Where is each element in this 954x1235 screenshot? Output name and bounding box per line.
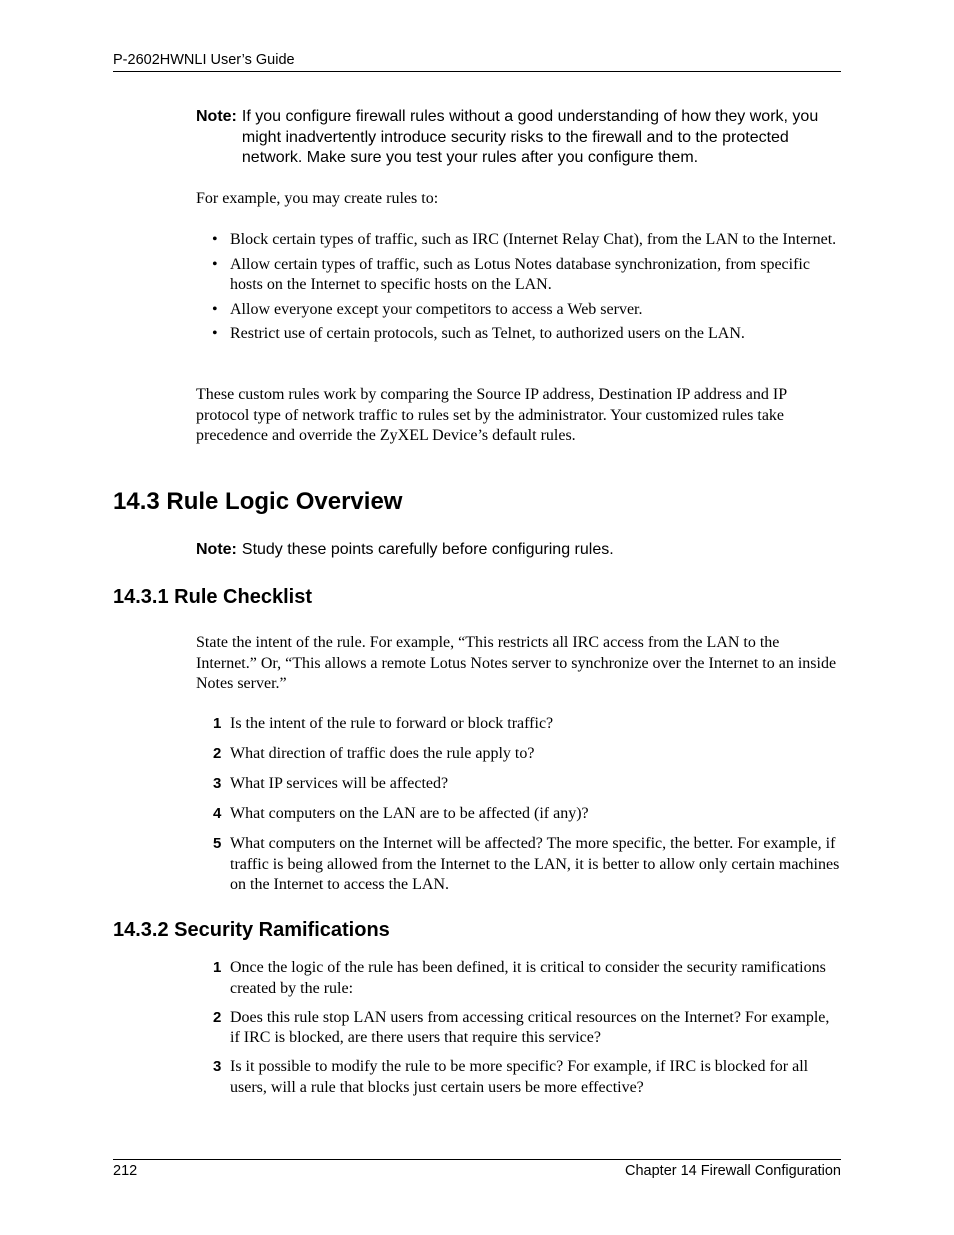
bullet-icon: •: [212, 231, 218, 248]
bullet-icon: •: [212, 255, 218, 273]
step-number: 2: [213, 745, 222, 762]
list-item: 2 Does this rule stop LAN users from accessing critical resources on the Internet? For example, if IRC is blocked, are there users that require this service?: [213, 1008, 830, 1046]
list-item: 4 What computers on the LAN are to be affected (if any)?: [213, 804, 841, 825]
note-firewall-warning: [196, 107, 841, 169]
running-header-title: P-2602HWNLI User’s Guide: [113, 52, 295, 68]
step-number: 2: [213, 1008, 222, 1026]
intro-paragraph: For example, you may create rules to:: [196, 190, 439, 207]
list-item: 1 Is the intent of the rule to forward or block traffic?: [213, 714, 841, 735]
list-item: • Allow everyone except your competitors to access a Web server.: [212, 300, 841, 321]
section-heading-14-3: 14.3 Rule Logic Overview: [113, 488, 403, 515]
list-item: • Restrict use of certain protocols, such as Telnet, to authorized users on the LAN.: [212, 324, 841, 345]
step-number: 1: [213, 715, 222, 732]
bullet-icon: •: [212, 325, 218, 342]
note-text: Study these points carefully before configuring rules.: [241, 541, 614, 558]
security-ramifications-list: [213, 958, 841, 1098]
note-label: Note:: [196, 108, 237, 125]
list-item: 2 What direction of traffic does the rule apply to?: [213, 744, 841, 765]
note-label: Note:: [196, 541, 237, 558]
list-item: • Block certain types of traffic, such as IRC (Internet Relay Chat), from the LAN to the Internet.: [212, 230, 841, 251]
step-number: 3: [213, 1058, 222, 1075]
note-study-points: [196, 540, 841, 561]
rule-checklist-list: [213, 714, 841, 896]
step-number: 4: [213, 805, 222, 822]
list-item: 3 Is it possible to modify the rule to be more specific? For example, if IRC is blocked for all users, will a rule that blocks just certain users be more effective?: [213, 1058, 809, 1096]
list-item: • Allow certain types of traffic, such as Lotus Notes database synchronization, from specific hosts on the Internet to specific hosts on the LAN.: [212, 255, 810, 293]
page-number: 212: [113, 1163, 138, 1179]
step-number: 5: [213, 835, 222, 852]
note-text: If you configure firewall rules without a good understanding of how they work, you might inadvertently introduce security risks to the firewall and to the protected network. Make sure you test your rules after you configure them.: [241, 108, 819, 166]
chapter-title: Chapter 14 Firewall Configuration: [625, 1163, 841, 1179]
custom-rules-paragraph: These custom rules work by comparing the Source IP address, Destination IP address and IP protocol type of network traffic to rules set by the administrator. Your customized rules take precedence and override the ZyXEL Device’s default rules.: [196, 386, 787, 444]
section-heading-14-3-2: 14.3.2 Security Ramifications: [113, 919, 390, 941]
step-number: 3: [213, 775, 222, 792]
step-number: 1: [213, 959, 222, 976]
bullet-icon: •: [212, 300, 218, 318]
list-item: 1 Once the logic of the rule has been defined, it is critical to consider the security ramifications created by the rule:: [213, 959, 826, 997]
header-divider: [113, 71, 841, 72]
footer-divider: [113, 1159, 841, 1160]
list-item: 5 What computers on the Internet will be affected? The more specific, the better. For example, if traffic is being allowed from the Internet to the LAN, it is better to allow only certain machines on the Internet to access the LAN.: [213, 835, 840, 893]
rule-checklist-intro: State the intent of the rule. For example, “This restricts all IRC access from the LAN to the Internet.” Or, “This allows a remote Lotus Notes server to synchronize over the Internet to an inside Notes server.”: [196, 634, 837, 692]
list-item: 3 What IP services will be affected?: [213, 774, 841, 795]
example-rules-list: [212, 230, 841, 349]
section-heading-14-3-1: 14.3.1 Rule Checklist: [113, 586, 312, 608]
